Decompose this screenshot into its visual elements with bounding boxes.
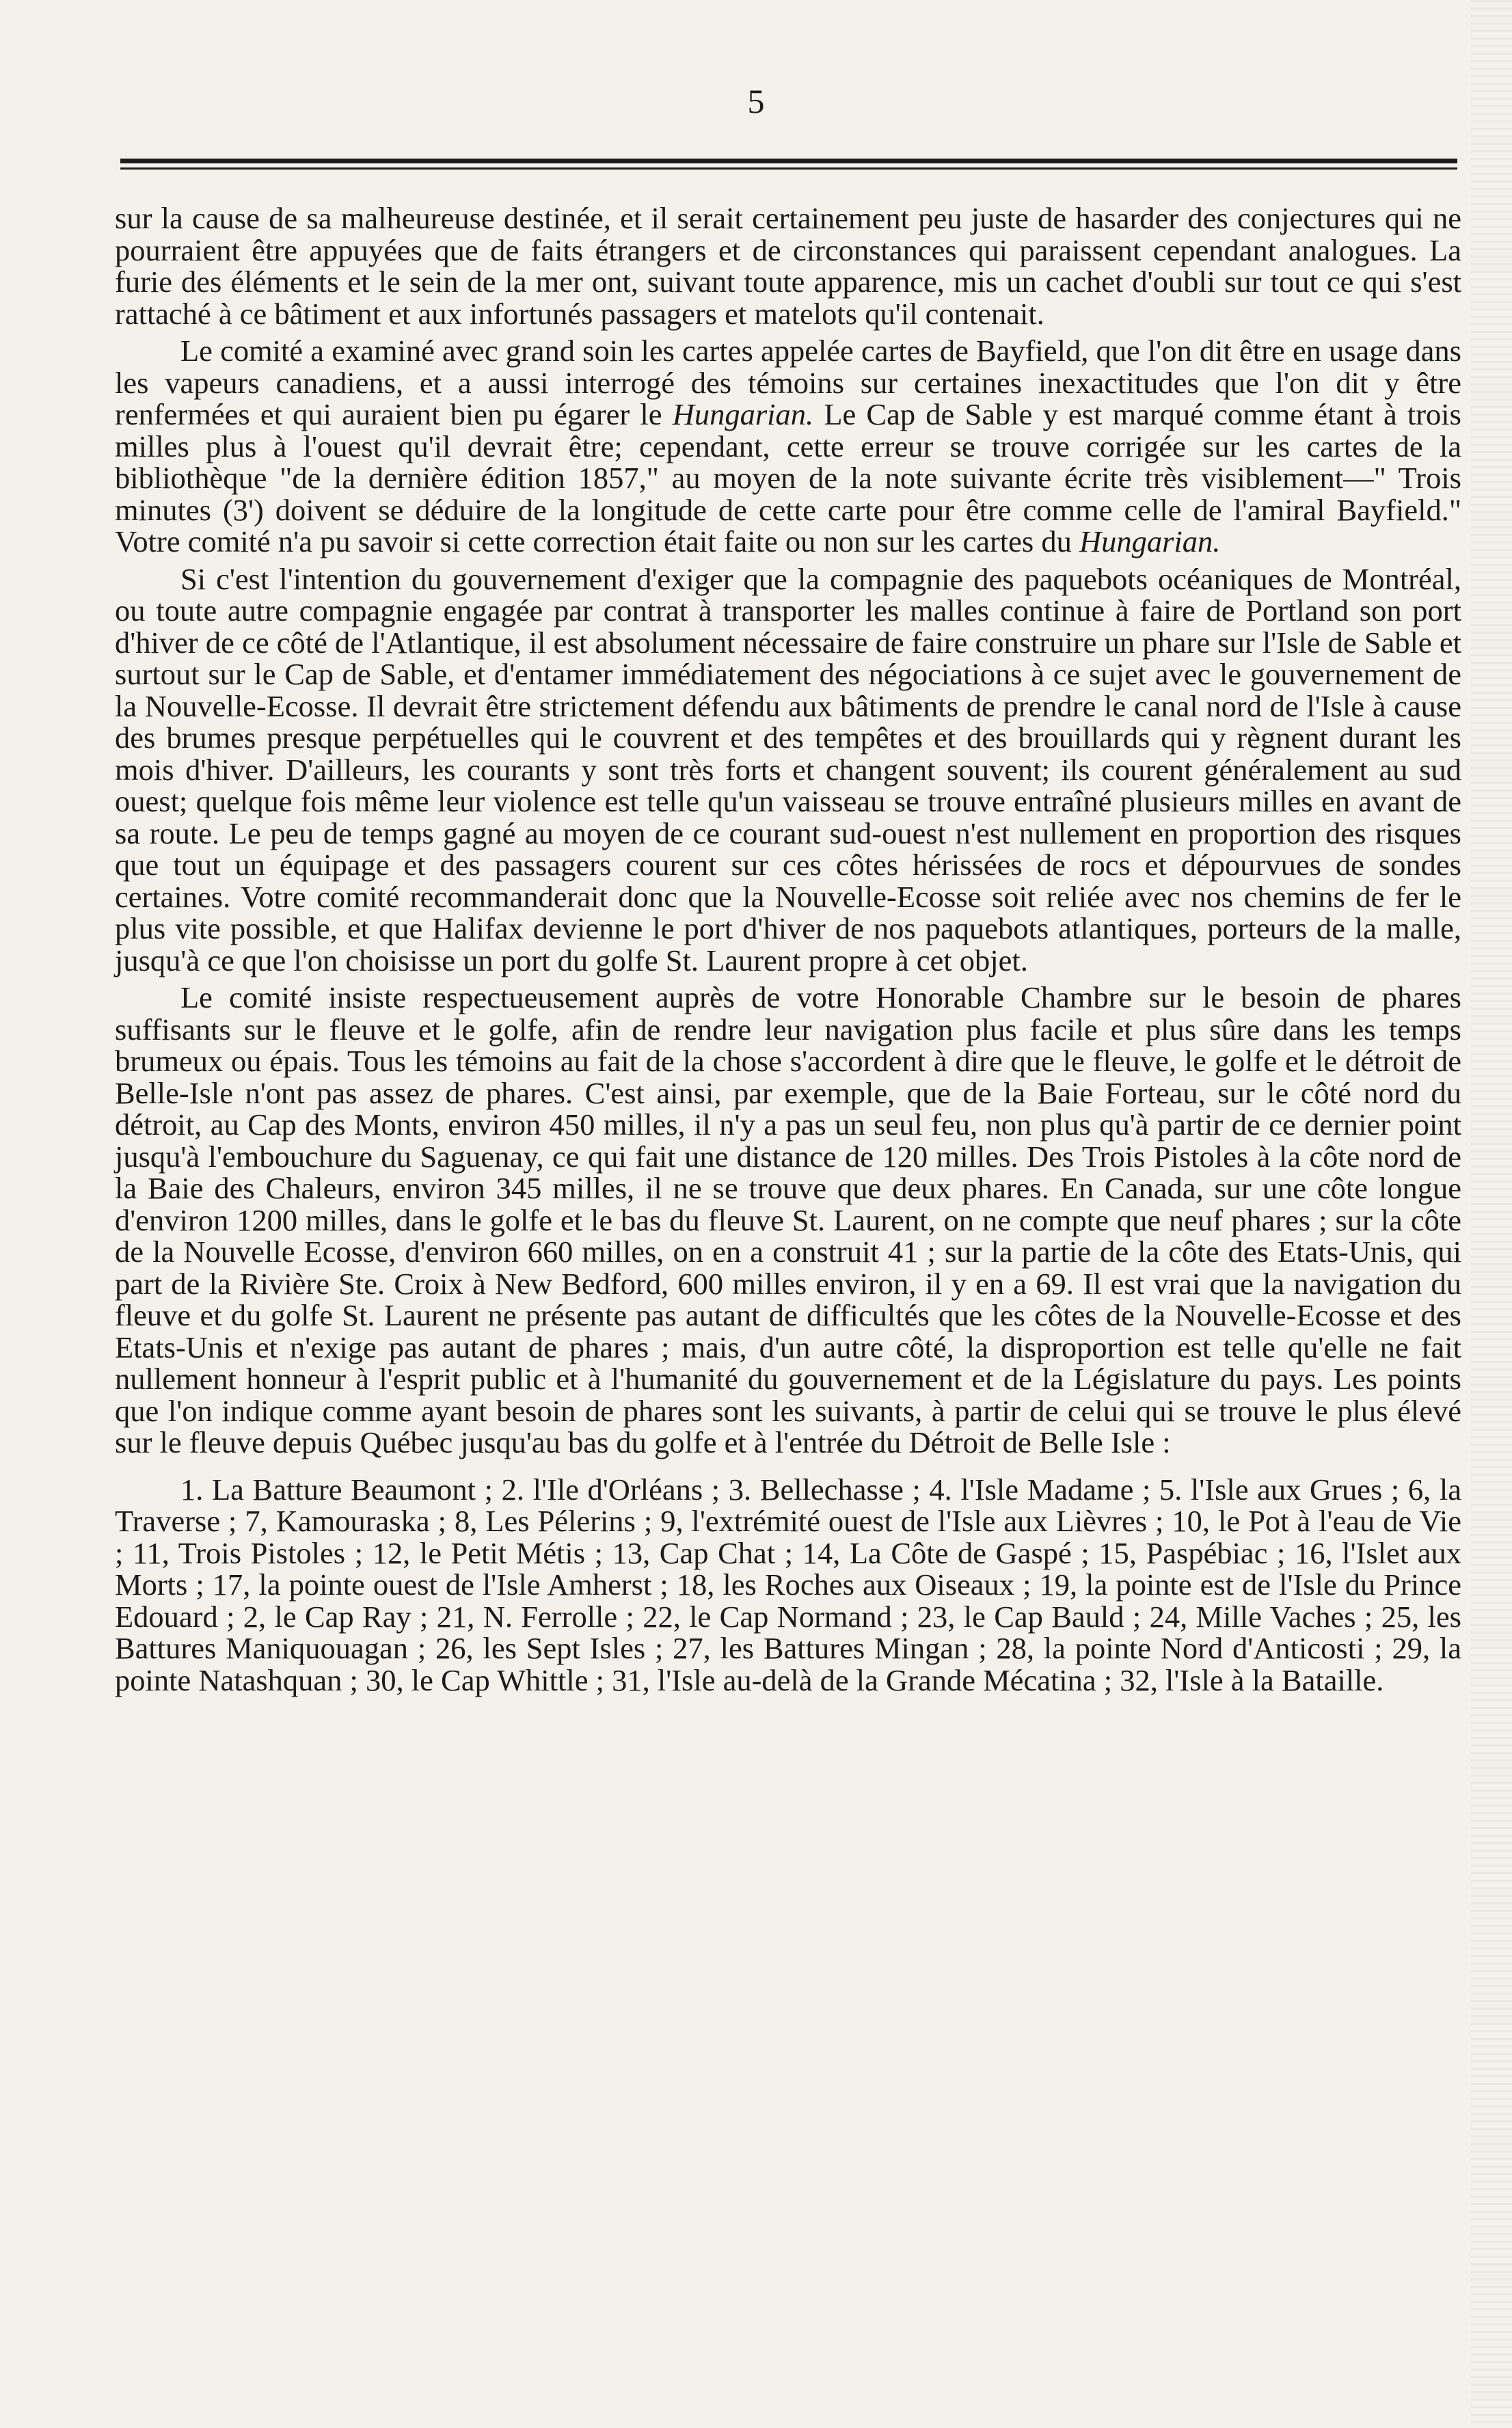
paragraph-lighthouses: Le comité insiste respectueusement auprès de votre Honorable Chambre sur le besoin de phares suffisants sur le fleuve et le golfe, afin de rendre leur navigation plus facile et plus sûre dans les temps brumeux ou épais. Tous les témoins au fait de la chose s'accordent à dire que le fleuve, le golfe et le détroit de Belle-Isle n'ont pas assez de phares. C'est ainsi, par exemple, que de la Baie Forteau, sur le côté nord du détroit, au Cap des Monts, environ 450 milles, il n'y a pas un seul feu, non plus qu'à partir de ce dernier point jusqu'à l'embouchure du Saguenay, ce qui fait une distance de 120 milles. Des Trois Pistoles à la côte nord de la Baie des Chaleurs, environ 345 milles, il ne se trouve que deux phares. En Canada, sur une côte longue d'environ 1200 milles, dans le golfe et le bas du fleuve St. Laurent, on ne compte que neuf phares ; sur la côte de la Nouvelle Ecosse, d'environ 660 milles, on en a construit 41 ; sur la partie de la côte des Etats-Unis, qui part de la Rivière Ste. Croix à New Bedford, 600 milles environ, il y en a 69. Il est vrai que la navigation du fleuve et du golfe St. Laurent ne présente pas autant de difficultés que les côtes de la Nouvelle-Ecosse et des Etats-Unis et n'exige pas autant de phares ; mais, d'un autre côté, la disproportion est telle qu'elle ne fait nullement honneur à l'esprit public et à l'humanité du gouvernement et de la Législature du pays. Les points que l'on indique comme ayant besoin de phares sont les suivants, à partir de celui qui se trouve le plus élevé sur le fleuve depuis Québec jusqu'au bas du golfe et à l'entrée du Détroit de Belle Isle : <box>115 980 1461 1459</box>
paragraph-text: Le comité a examiné avec grand soin les cartes appelée cartes de Bayfield, que l'on dit être en usage dans les vapeurs canadiens, et a aussi interrogé des témoins sur certaines inexactitudes que l'on dit y être renfermées et qui auraient bien pu égarer le <box>115 334 1461 431</box>
header-rule-thin <box>120 167 1457 170</box>
ship-name: Hungarian. <box>1079 524 1221 558</box>
body-text <box>115 202 1461 1701</box>
scan-noise-edge <box>1471 0 1512 2428</box>
paragraph-bayfield-charts <box>115 335 1461 558</box>
page-number: 5 <box>747 82 765 120</box>
lighthouse-points-list: 1. La Batture Beaumont ; 2. l'Ile d'Orléans ; 3. Bellechasse ; 4. l'Isle Madame ; 5. l'Isle aux Grues ; 6, la Traverse ; 7, Kamouraska ; 8, Les Pélerins ; 9, l'extrémité ouest de l'Isle aux Lièvres ; 10, le Pot à l'eau de Vie ; 11, Trois Pistoles ; 12, le Petit Métis ; 13, Cap Chat ; 14, La Côte de Gaspé ; 15, Paspébiac ; 16, l'Islet aux Morts ; 17, la pointe ouest de l'Isle Amherst ; 18, les Roches aux Oiseaux ; 19, la pointe est de l'Isle du Prince Edouard ; 2, le Cap Ray ; 21, N. Ferrolle ; 22, le Cap Normand ; 23, le Cap Bauld ; 24, Mille Vaches ; 25, les Battures Maniquouagan ; 26, les Sept Isles ; 27, les Battures Mingan ; 28, la pointe Nord d'Anticosti ; 29, la pointe Natashquan ; 30, le Cap Whittle ; 31, l'Isle au-delà de la Grande Mécatina ; 32, l'Isle à la Bataille. <box>115 1472 1461 1697</box>
ship-name: Hungarian. <box>672 397 814 431</box>
paragraph-continuation: sur la cause de sa malheureuse destinée, et il serait certainement peu juste de hasarder des conjectures qui ne pourraient être appuyées que de faits étrangers et de circonstances qui paraissent cependant analogues. La furie des éléments et le sein de la mer ont, suivant toute apparence, mis un cachet d'oubli sur tout ce qui s'est rattaché à ce bâtiment et aux infortunés passagers et matelots qu'il contenait. <box>115 201 1461 331</box>
header-rule-thick <box>120 159 1457 163</box>
paragraph-text: Le Cap de Sable y est marqué comme étant à trois milles plus à l'ouest qu'il devrait être; cependant, cette erreur se trouve corrigée sur les cartes de la bibliothèque "de la dernière édition 1857," au moyen de la note suivante écrite très visiblement—" Trois minutes (3') doivent se déduire de la longitude de cette carte pour être comme celle de l'amiral Bayfield." Votre comité n'a pu savoir si cette correction était faite ou non sur les cartes du <box>115 397 1461 558</box>
paragraph-winter-port: Si c'est l'intention du gouvernement d'exiger que la compagnie des paquebots océaniques de Montréal, ou toute autre compagnie engagée par contrat à transporter les malles continue à faire de Portland son port d'hiver de ce côté de l'Atlantique, il est absolument nécessaire de faire construire un phare sur l'Isle de Sable et surtout sur le Cap de Sable, et d'entamer immédiatement des négociations à ce sujet avec le gouvernement de la Nouvelle-Ecosse. Il devrait être strictement défendu aux bâtiments de prendre le canal nord de l'Isle à cause des brumes presque perpétuelles qui le couvrent et des tempêtes et des brouillards qui y règnent durant les mois d'hiver. D'ailleurs, les courants y sont très forts et changent souvent; ils courent généralement au sud ouest; quelque fois même leur violence est telle qu'un vaisseau se trouve entraîné plusieurs milles en avant de sa route. Le peu de temps gagné au moyen de ce courant sud-ouest n'est nullement en proportion des risques que tout un équipage et des passagers courent sur ces côtes hérissées de rocs et dépourvues de sondes certaines. Votre comité recommanderait donc que la Nouvelle-Ecosse soit reliée avec nos chemins de fer le plus vite possible, et que Halifax devienne le port d'hiver de nos paquebots atlantiques, porteurs de la malle, jusqu'à ce que l'on choisisse un port du golfe St. Laurent propre à cet objet. <box>115 561 1461 977</box>
